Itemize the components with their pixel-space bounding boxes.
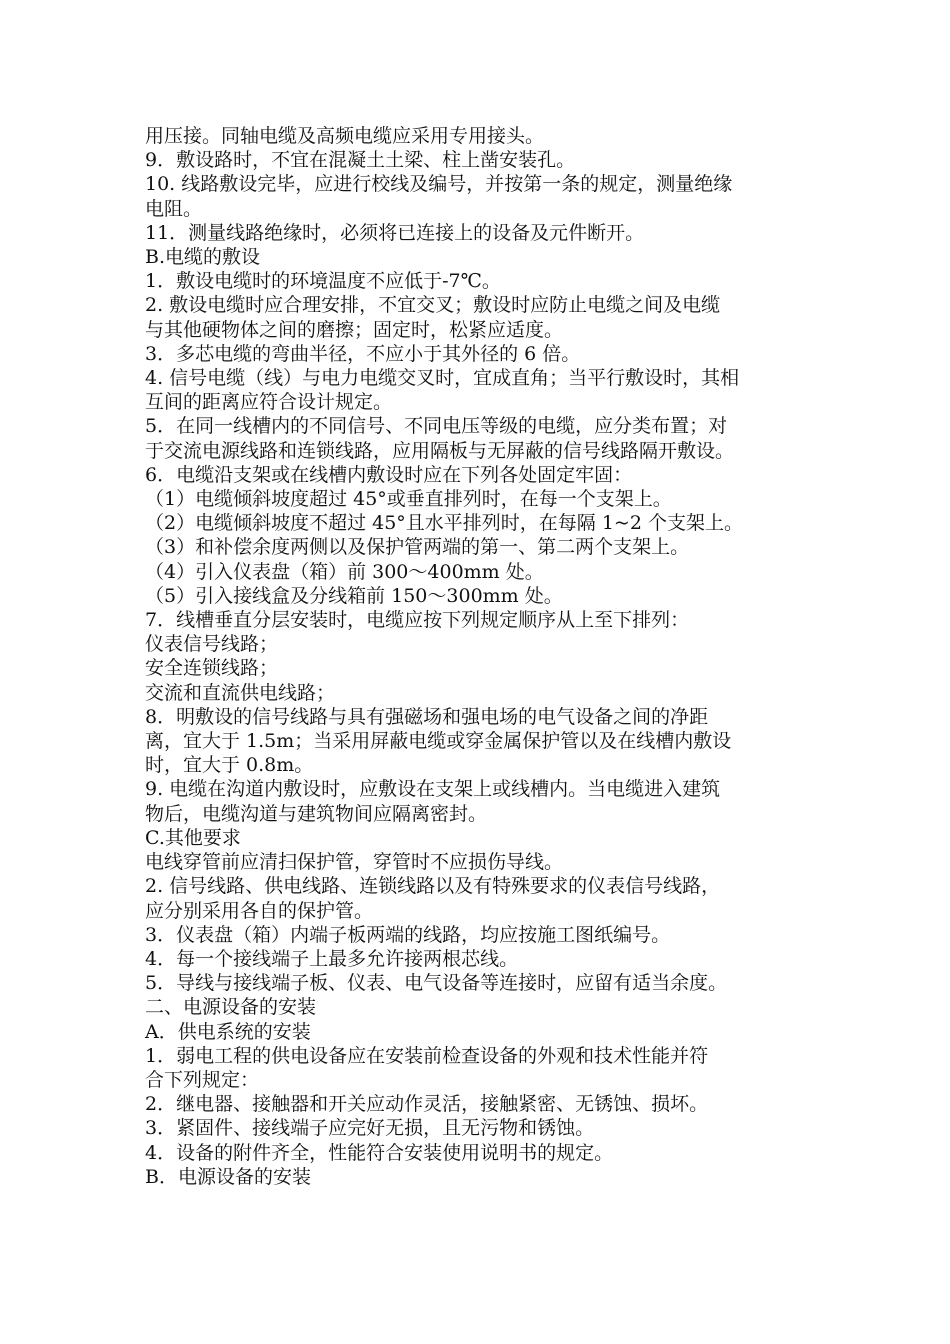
text-line: 7．线槽垂直分层安装时，电缆应按下列规定顺序从上至下排列：: [145, 609, 690, 632]
chapter-heading: 二、电源设备的安装: [145, 996, 317, 1019]
text-line: 电线穿管前应清扫保护管，穿管时不应损伤导线。: [145, 851, 564, 874]
text-line: 5．导线与接线端子板、仪表、电气设备等连接时，应留有适当余度。: [145, 972, 728, 995]
text-line: 2. 敷设电缆时应合理安排，不宜交叉；敷设时应防止电缆之间及电缆: [145, 294, 721, 317]
text-line: 1．弱电工程的供电设备应在安装前检查设备的外观和技术性能并符: [145, 1044, 709, 1067]
text-line: 4．设备的附件齐全，性能符合安装使用说明书的规定。: [145, 1141, 614, 1164]
text-line: 4．每一个接线端子上最多允许接两根芯线。: [145, 947, 519, 970]
text-line: 安全连锁线路；: [145, 657, 279, 680]
document-body: [145, 124, 825, 1189]
text-line: 6．电缆沿支架或在线槽内敷设时应在下列各处固定牢固：: [145, 463, 633, 486]
text-line: 交流和直流供电线路；: [145, 681, 336, 704]
text-line: 时，宜大于 0.8m。: [145, 754, 314, 777]
section-heading: C.其他要求: [145, 826, 241, 849]
text-line: 物后，电缆沟道与建筑物间应隔离密封。: [145, 802, 488, 825]
section-heading: B．电源设备的安装: [145, 1165, 311, 1188]
text-line: 3．仪表盘（箱）内端子板两端的线路，均应按施工图纸编号。: [145, 923, 671, 946]
text-line: 5．在同一线槽内的不同信号、不同电压等级的电缆，应分类布置；对: [145, 415, 728, 438]
text-line: 11．测量线路绝缘时，必须将已连接上的设备及元件断开。: [145, 221, 645, 244]
section-heading: A．供电系统的安装: [145, 1020, 311, 1043]
text-line: 3．紧固件、接线端子应完好无损，且无污物和锈蚀。: [145, 1117, 595, 1140]
text-line: 2．继电器、接触器和开关应动作灵活，接触紧密、无锈蚀、损坏。: [145, 1093, 709, 1116]
text-line: 2. 信号线路、供电线路、连锁线路以及有特殊要求的仪表信号线路，: [145, 875, 721, 898]
text-line: （3）和补偿余度两侧以及保护管两端的第一、第二两个支架上。: [145, 536, 690, 559]
text-line: 电阻。: [145, 197, 203, 220]
text-line: （4）引入仪表盘（箱）前 300～400mm 处。: [145, 560, 544, 583]
text-line: 于交流电源线路和连锁线路，应用隔板与无屏蔽的信号线路隔开敷设。: [145, 439, 735, 462]
text-line: 1．敷设电缆时的环境温度不应低于-7℃。: [145, 270, 501, 293]
text-line: 9．敷设路时，不宜在混凝土土梁、柱上凿安装孔。: [145, 149, 576, 172]
text-line: 3．多芯电缆的弯曲半径，不应小于其外径的 6 倍。: [145, 342, 581, 365]
text-line: 互间的距离应符合设计规定。: [145, 391, 393, 414]
text-line: 9. 电缆在沟道内敷设时，应敷设在支架上或线槽内。当电缆进入建筑: [145, 778, 721, 801]
section-heading: B.电缆的敷设: [145, 246, 261, 269]
text-line: （1）电缆倾斜坡度超过 45°或垂直排列时，在每一个支架上。: [145, 488, 672, 511]
text-line: 10. 线路敷设完毕，应进行校线及编号，并按第一条的规定，测量绝缘: [145, 173, 733, 196]
text-line: 仪表信号线路；: [145, 633, 279, 656]
text-line: 合下列规定：: [145, 1068, 260, 1091]
text-line: 用压接。同轴电缆及高频电缆应采用专用接头。: [145, 125, 545, 147]
text-line: 4. 信号电缆（线）与电力电缆交叉时，宜成直角；当平行敷设时，其相: [145, 367, 740, 390]
text-line: 8．明敷设的信号线路与具有强磁场和强电场的电气设备之间的净距: [145, 705, 709, 728]
text-line: （5）引入接线盒及分线箱前 150～300mm 处。: [145, 584, 563, 607]
text-line: 应分别采用各自的保护管。: [145, 899, 374, 922]
text-line: 离，宜大于 1.5m；当采用屏蔽电缆或穿金属保护管以及在线槽内敷设: [145, 730, 732, 753]
text-line: （2）电缆倾斜坡度不超过 45°且水平排列时，在每隔 1~2 个支架上。: [145, 512, 743, 535]
text-line: 与其他硬物体之间的磨擦；固定时，松紧应适度。: [145, 318, 564, 341]
